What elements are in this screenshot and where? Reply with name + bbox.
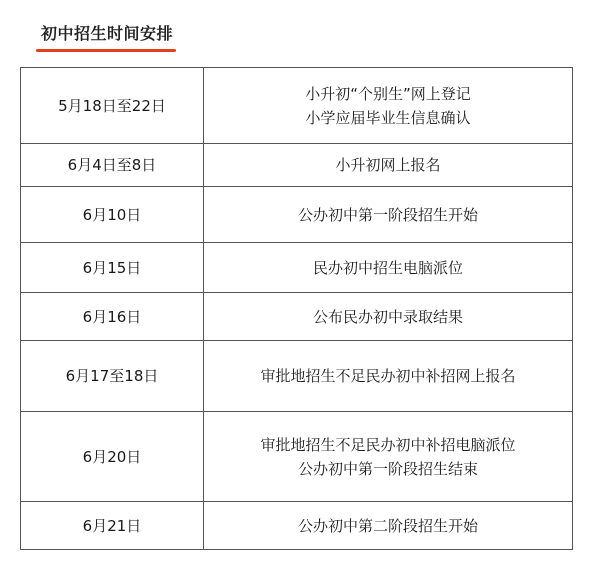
table-row bbox=[21, 412, 573, 502]
event-line: 公布民办初中录取结果 bbox=[312, 307, 463, 326]
date-cell: 5月18日至22日 bbox=[21, 68, 204, 144]
heading-underline bbox=[36, 49, 176, 52]
event-cell bbox=[204, 243, 573, 293]
table-row bbox=[21, 502, 573, 550]
event-line: 小升初“个别生”网上登记 bbox=[305, 84, 471, 103]
date-cell: 6月21日 bbox=[21, 502, 204, 550]
event-line: 小升初网上报名 bbox=[335, 156, 441, 174]
table-row bbox=[21, 187, 573, 243]
event-cell bbox=[204, 341, 573, 412]
event-cell bbox=[204, 68, 573, 144]
date-cell: 6月20日 bbox=[21, 412, 204, 502]
event-cell bbox=[204, 502, 573, 550]
event-cell bbox=[204, 187, 573, 243]
event-line: 审批地招生不足民办初中补招网上报名 bbox=[260, 367, 516, 385]
schedule-table bbox=[20, 67, 573, 550]
table-row bbox=[21, 68, 573, 144]
event-line: 民办初中招生电脑派位 bbox=[312, 258, 463, 277]
event-line: 公办初中第一阶段招生结束 bbox=[297, 459, 478, 478]
event-cell bbox=[204, 412, 573, 502]
table-row bbox=[21, 144, 573, 187]
table-row bbox=[21, 293, 573, 341]
event-line: 审批地招生不足民办初中补招电脑派位 bbox=[260, 435, 516, 454]
event-line: 公办初中第二阶段招生开始 bbox=[297, 516, 478, 535]
event-line: 小学应届毕业生信息确认 bbox=[305, 108, 471, 127]
table-row bbox=[21, 341, 573, 412]
date-cell: 6月17至18日 bbox=[21, 341, 204, 412]
date-cell: 6月16日 bbox=[21, 293, 204, 341]
event-cell bbox=[204, 144, 573, 187]
date-cell: 6月15日 bbox=[21, 243, 204, 293]
date-cell: 6月10日 bbox=[21, 187, 204, 243]
event-cell bbox=[204, 293, 573, 341]
table-row bbox=[21, 243, 573, 293]
event-line: 公办初中第一阶段招生开始 bbox=[297, 205, 478, 224]
date-cell: 6月4日至8日 bbox=[21, 144, 204, 187]
page-heading: 初中招生时间安排 bbox=[41, 24, 174, 43]
